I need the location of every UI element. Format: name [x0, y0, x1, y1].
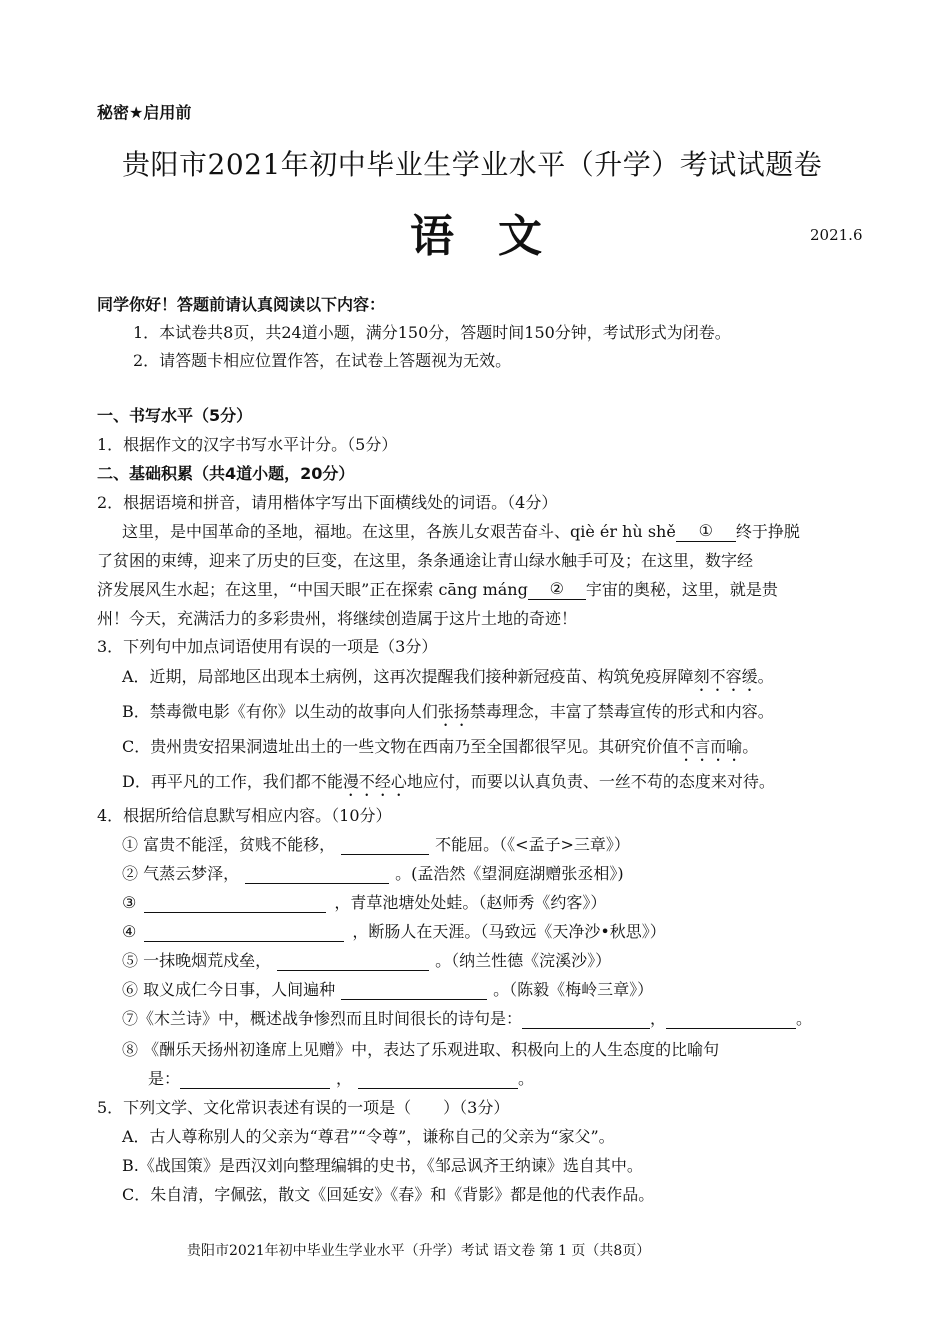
- recite-line-7: [122, 1006, 812, 1029]
- question-4-stem: 4．根据所给信息默写相应内容。（10分）: [97, 806, 392, 825]
- answer-blank[interactable]: [341, 834, 429, 855]
- answer-blank[interactable]: [245, 863, 389, 884]
- question-2-passage-line: [122, 519, 800, 542]
- subject-title: 语 文: [410, 211, 542, 262]
- recite-text: ，断肠人在天涯。（马致远《天净沙•秋思》）: [352, 922, 666, 941]
- recite-text: ，: [650, 1009, 667, 1028]
- recite-line-3: [122, 890, 606, 913]
- answer-blank[interactable]: [358, 1068, 518, 1089]
- option-c: C．朱自清，字佩弦，散文《回延安》《春》和《背影》都是他的代表作品。: [122, 1185, 655, 1204]
- option-text: D．再平凡的工作，我们都不能: [122, 772, 343, 791]
- option-text: B．禁毒微电影《有你》以生动的故事向人们: [122, 702, 438, 721]
- instruction-item: 2．请答题卡相应位置作答，在试卷上答题视为无效。: [133, 351, 512, 370]
- question-1: 1．根据作文的汉字书写水平计分。（5分）: [97, 435, 398, 454]
- recite-text: ④: [122, 922, 137, 941]
- dotted-word: 张扬: [437, 702, 470, 721]
- option-text: 。: [742, 737, 759, 756]
- section-heading: 一、书写水平（5分）: [97, 406, 253, 425]
- exam-date: 2021.6: [810, 226, 863, 244]
- blank-1: ①: [676, 521, 736, 542]
- answer-blank[interactable]: [277, 950, 429, 971]
- option-text: 禁毒理念，丰富了禁毒宣传的形式和内容。: [469, 702, 774, 721]
- instruction-item: 1．本试卷共8页，共24道小题，满分150分，答题时间150分钟，考试形式为闭卷。: [133, 323, 731, 342]
- passage-text: 济发展风生水起；在这里，“中国天眼”正在探索 cāng máng: [97, 580, 528, 599]
- option-c: [122, 734, 758, 765]
- recite-text: ⑥ 取义成仁今日事，人间遍种: [122, 980, 336, 999]
- option-a: [122, 664, 774, 695]
- option-text: C．贵州贵安招果洞遗址出土的一些文物在西南乃至全国都很罕见。其研究价值: [122, 737, 679, 756]
- recite-line-8-answer: [148, 1066, 534, 1089]
- dotted-word: 不言而喻: [678, 737, 743, 756]
- recite-text: ⑤ 一抹晚烟荒戍垒，: [122, 951, 272, 970]
- option-text: A．近期，局部地区出现本土病例，这再次提醒我们接种新冠疫苗、构筑免疫屏障: [122, 667, 694, 686]
- question-2-stem: 2．根据语境和拼音，请用楷体字写出下面横线处的词语。（4分）: [97, 493, 558, 512]
- option-a: A．古人尊称别人的父亲为“尊君”“令尊”，谦称自己的父亲为“家父”。: [122, 1127, 615, 1146]
- dotted-word: 漫不经心: [342, 772, 407, 791]
- answer-blank[interactable]: [522, 1008, 650, 1029]
- recite-line-4: [122, 919, 666, 942]
- option-b: B.《战国策》是西汉刘向整理编辑的史书，《邹忌讽齐王纳谏》选自其中。: [122, 1156, 643, 1175]
- recite-text: 。（陈毅《梅岭三章》）: [493, 980, 654, 999]
- option-text: 地应付，而要以认真负责、一丝不苟的态度来对待。: [406, 772, 775, 791]
- option-d: [122, 769, 775, 800]
- question-2-passage-line: 了贫困的束缚，迎来了历史的巨变，在这里，条条通途让青山绿水触手可及；在这里，数字经: [97, 551, 754, 570]
- option-b: [122, 699, 774, 730]
- confidential-mark: 秘密★启用前: [97, 103, 192, 122]
- blank-2: ②: [528, 579, 586, 600]
- section-heading: 二、基础积累（共4道小题，20分）: [97, 464, 355, 483]
- dotted-word: 刻不容缓: [693, 667, 758, 686]
- answer-blank[interactable]: [341, 979, 487, 1000]
- recite-text: ③: [122, 893, 137, 912]
- recite-text: 。（纳兰性德《浣溪沙》）: [435, 951, 612, 970]
- recite-text: 。(孟浩然《望洞庭湖赠张丞相》): [395, 864, 624, 883]
- recite-text: ，: [336, 1069, 353, 1088]
- answer-blank[interactable]: [666, 1008, 796, 1029]
- option-text: 。: [757, 667, 774, 686]
- recite-line-2: [122, 861, 624, 884]
- question-2-passage-line: 州！今天，充满活力的多彩贵州，将继续创造属于这片土地的奇迹！: [97, 609, 578, 628]
- recite-text: 是：: [148, 1069, 181, 1088]
- recite-line-1: [122, 832, 630, 855]
- recite-text: 。: [796, 1009, 813, 1028]
- question-2-passage-line: [97, 577, 778, 600]
- page-footer: 贵阳市2021年初中毕业生学业水平（升学）考试 语文卷 第 1 页（共8页）: [187, 1243, 651, 1259]
- recite-text: ① 富贵不能淫，贫贱不能移，: [122, 835, 336, 854]
- recite-line-8: ⑧ 《酬乐天扬州初逢席上见赠》中，表达了乐观进取、积极向上的人生态度的比喻句: [122, 1040, 720, 1059]
- question-3-stem: 3．下列句中加点词语使用有误的一项是（3分）: [97, 637, 438, 656]
- recite-line-6: [122, 977, 653, 1000]
- answer-blank[interactable]: [144, 892, 326, 913]
- recite-line-5: [122, 948, 611, 971]
- recite-text: 。: [518, 1069, 535, 1088]
- passage-text: 终于挣脱: [735, 522, 800, 541]
- recite-text: 不能屈。（《<孟子>三章》）: [435, 835, 630, 854]
- passage-text: 这里，是中国革命的圣地，福地。在这里，各族儿女艰苦奋斗、qiè ér hù shě: [122, 522, 676, 541]
- recite-text: ② 气蒸云梦泽，: [122, 864, 240, 883]
- recite-text: ，青草池塘处处蛙。（赵师秀《约客》）: [334, 893, 607, 912]
- exam-title: 贵阳市2021年初中毕业生学业水平（升学）考试试题卷: [122, 148, 823, 181]
- instructions-heading: 同学你好！答题前请认真阅读以下内容：: [97, 295, 386, 314]
- answer-blank[interactable]: [144, 921, 344, 942]
- question-5-stem: 5．下列文学、文化常识表述有误的一项是（ ）（3分）: [97, 1098, 510, 1117]
- recite-text: ⑦《木兰诗》中，概述战争惨烈而且时间很长的诗句是：: [122, 1009, 523, 1028]
- answer-blank[interactable]: [180, 1068, 330, 1089]
- passage-text: 宇宙的奥秘，这里，就是贵: [585, 580, 778, 599]
